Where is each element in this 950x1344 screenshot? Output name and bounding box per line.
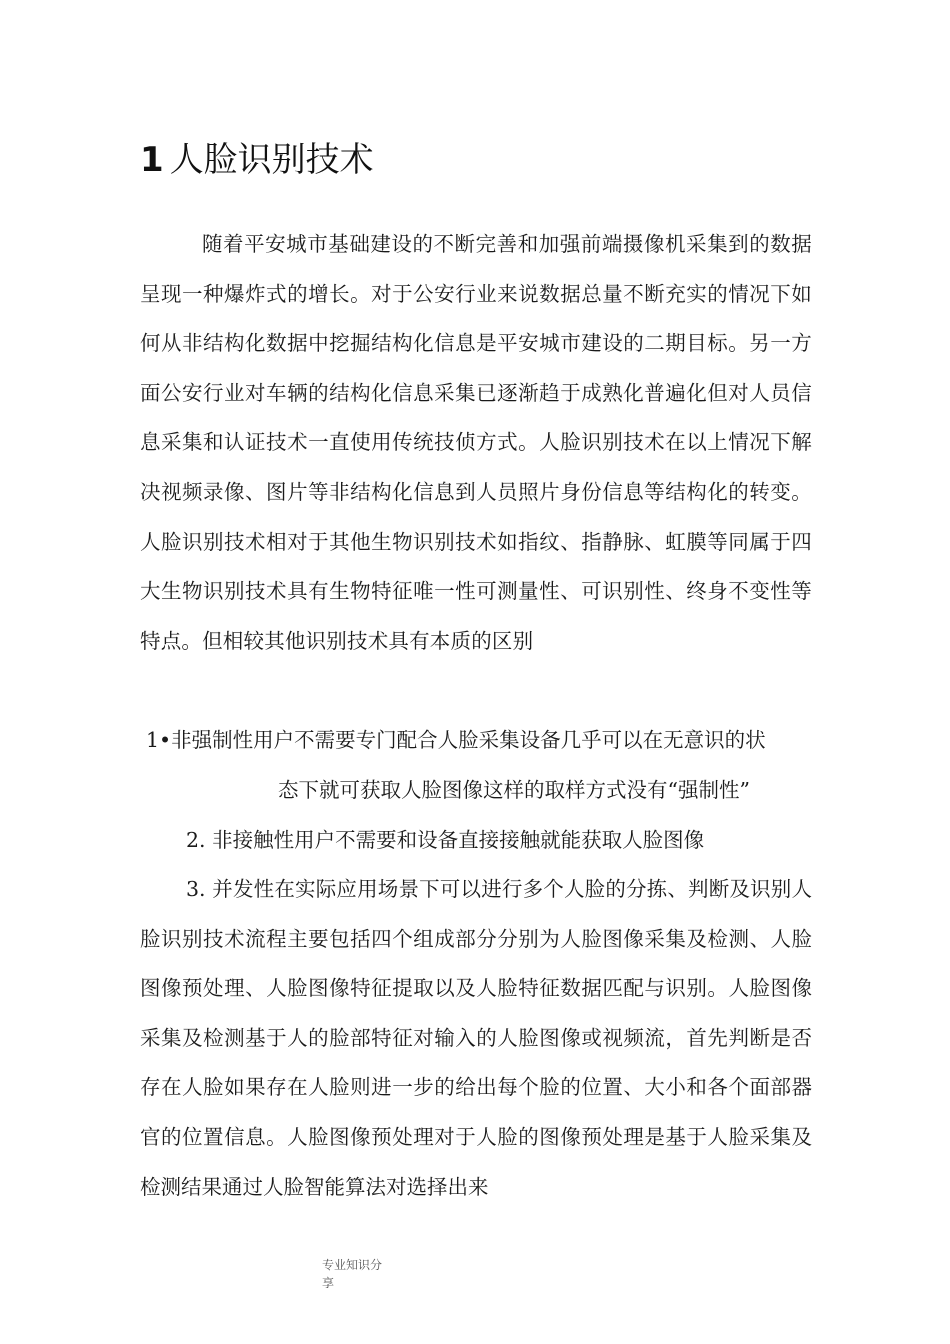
footer-line-1: 专业知识分 bbox=[322, 1258, 383, 1272]
footer-line-2: 享 bbox=[322, 1276, 335, 1290]
list-item-3: 3. 并发性在实际应用场景下可以进行多个人脸的分拣、判断及识别人脸识别技术流程主要包括四个组成部分分别为人脸图像采集及检测、人脸图像预处理、人脸图像特征提取以及人脸特征数据匹配与识别。人脸图像采集及检测基于人的脸部特征对输入的人脸图像或视频流，首先判断是否存在人脸如果存在人脸则进一步的给出每个脸的位置、大小和各个面部器官的位置信息。人脸图像预处理对于人脸的图像预处理是基于人脸采集及检测结果通过人脸智能算法对选择出来 bbox=[140, 877, 812, 1199]
list-item-1-line-2: 态下就可获取人脸图像这样的取样方式没有“强制性” bbox=[278, 778, 750, 802]
list-item-2: 2. 非接触性用户不需要和设备直接接触就能获取人脸图像 bbox=[186, 828, 705, 852]
intro-paragraph: 随着平安城市基础建设的不断完善和加强前端摄像机采集到的数据呈现一种爆炸式的增长。对于公安行业来说数据总量不断充实的情况下如何从非结构化数据中挖掘结构化信息是平安城市建设的二期目标。另一方面公安行业对车辆的结构化信息采集已逐渐趋于成熟化普遍化但对人员信息采集和认证技术一直使用传统技侦方式。人脸识别技术在以上情况下解决视频录像、图片等非结构化信息到人员照片身份信息等结构化的转变。人脸识别技术相对于其他生物识别技术如指纹、指静脉、虹膜等同属于四大生物识别技术具有生物特征唯一性可测量性、可识别性、终身不变性等特点。但相较其他识别技术具有本质的区别 bbox=[140, 232, 812, 653]
page-footer bbox=[322, 1256, 402, 1292]
section-title: 人脸识别技术 bbox=[169, 140, 374, 180]
list-item-1-line-1: 1•非强制性用户不需要专门配合人脸采集设备几乎可以在无意识的状 bbox=[146, 728, 766, 752]
section-number: 1 bbox=[140, 140, 164, 180]
section-heading bbox=[140, 128, 374, 192]
intro-paragraph-block bbox=[140, 220, 812, 666]
